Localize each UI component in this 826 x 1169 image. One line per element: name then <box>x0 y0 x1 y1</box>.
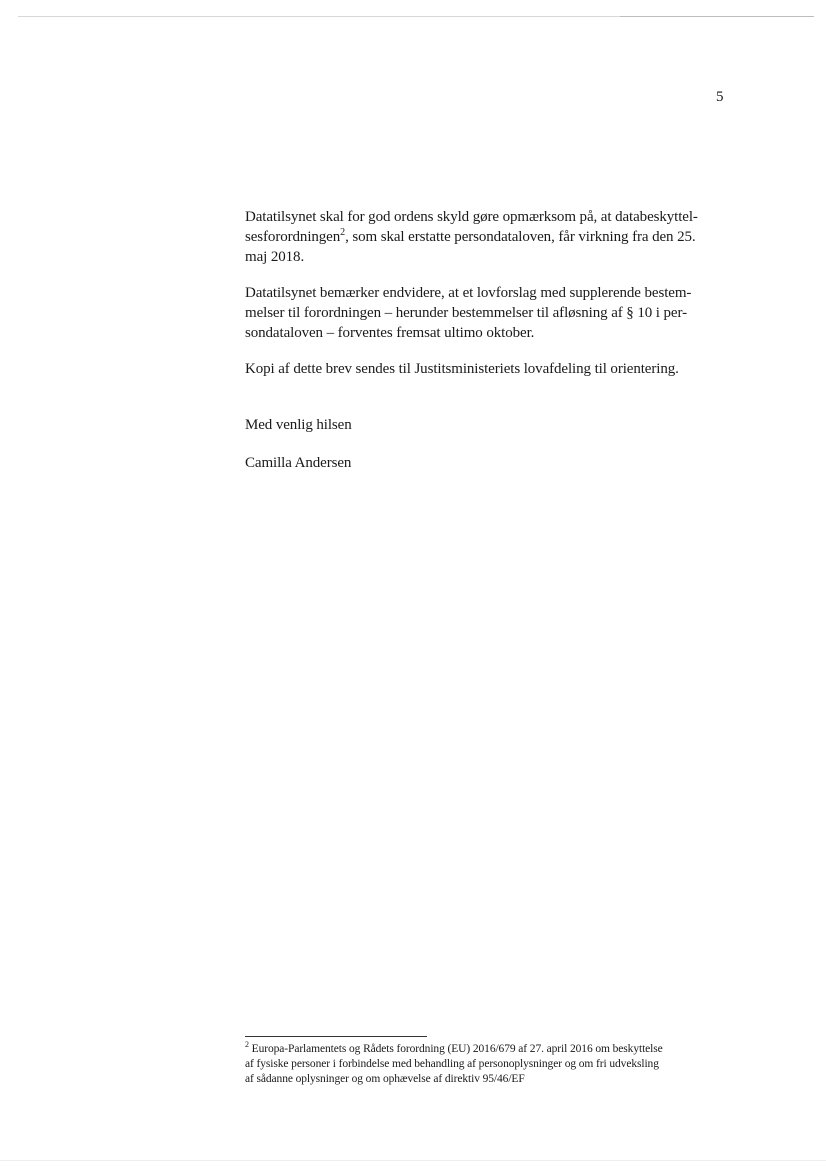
text-line: Datatilsynet skal for god ordens skyld gøre opmærksom på, at databeskyttel- <box>245 209 698 225</box>
page-number: 5 <box>716 89 724 105</box>
footnote-line: af fysiske personer i forbindelse med behandling af personoplysninger og om fri udveksling <box>245 1058 659 1070</box>
signature-name: Camilla Andersen <box>245 455 352 471</box>
text-line <box>245 227 720 247</box>
footnote <box>245 1042 725 1087</box>
scan-edge-bottom <box>0 1160 826 1161</box>
closing-greeting: Med venlig hilsen <box>245 417 352 433</box>
text-line: sondataloven – forventes fremsat ultimo oktober. <box>245 325 535 341</box>
text-line: melser til forordningen – herunder bestemmelser til afløsning af § 10 i per- <box>245 305 687 321</box>
footnote-marker: 2 <box>245 1040 249 1050</box>
letter-body <box>245 207 720 473</box>
text-fragment: , som skal erstatte persondataloven, får virkning fra den 25. <box>345 229 696 245</box>
footnote-line: af sådanne oplysninger og om ophævelse af direktiv 95/46/EF <box>245 1073 525 1085</box>
text-line: Kopi af dette brev sendes til Justitsministeriets lovafdeling til orientering. <box>245 361 679 377</box>
footnote-line <box>245 1042 725 1057</box>
paragraph-regulation-notice <box>245 207 720 267</box>
text-line: maj 2018. <box>245 249 305 265</box>
text-line: Datatilsynet bemærker endvidere, at et lovforslag med supplerende bestem- <box>245 285 692 301</box>
text-fragment: sesforordningen <box>245 229 341 245</box>
footnote-reference: 2 <box>340 227 346 238</box>
paragraph-bill-notice <box>245 283 720 343</box>
text-fragment: Europa-Parlamentets og Rådets forordning (EU) 2016/679 af 27. april 2016 om beskyttelse <box>248 1043 663 1055</box>
scan-edge-top-shadow <box>620 16 814 17</box>
footnote-separator <box>245 1036 427 1037</box>
paragraph-copy-notice <box>245 359 720 379</box>
